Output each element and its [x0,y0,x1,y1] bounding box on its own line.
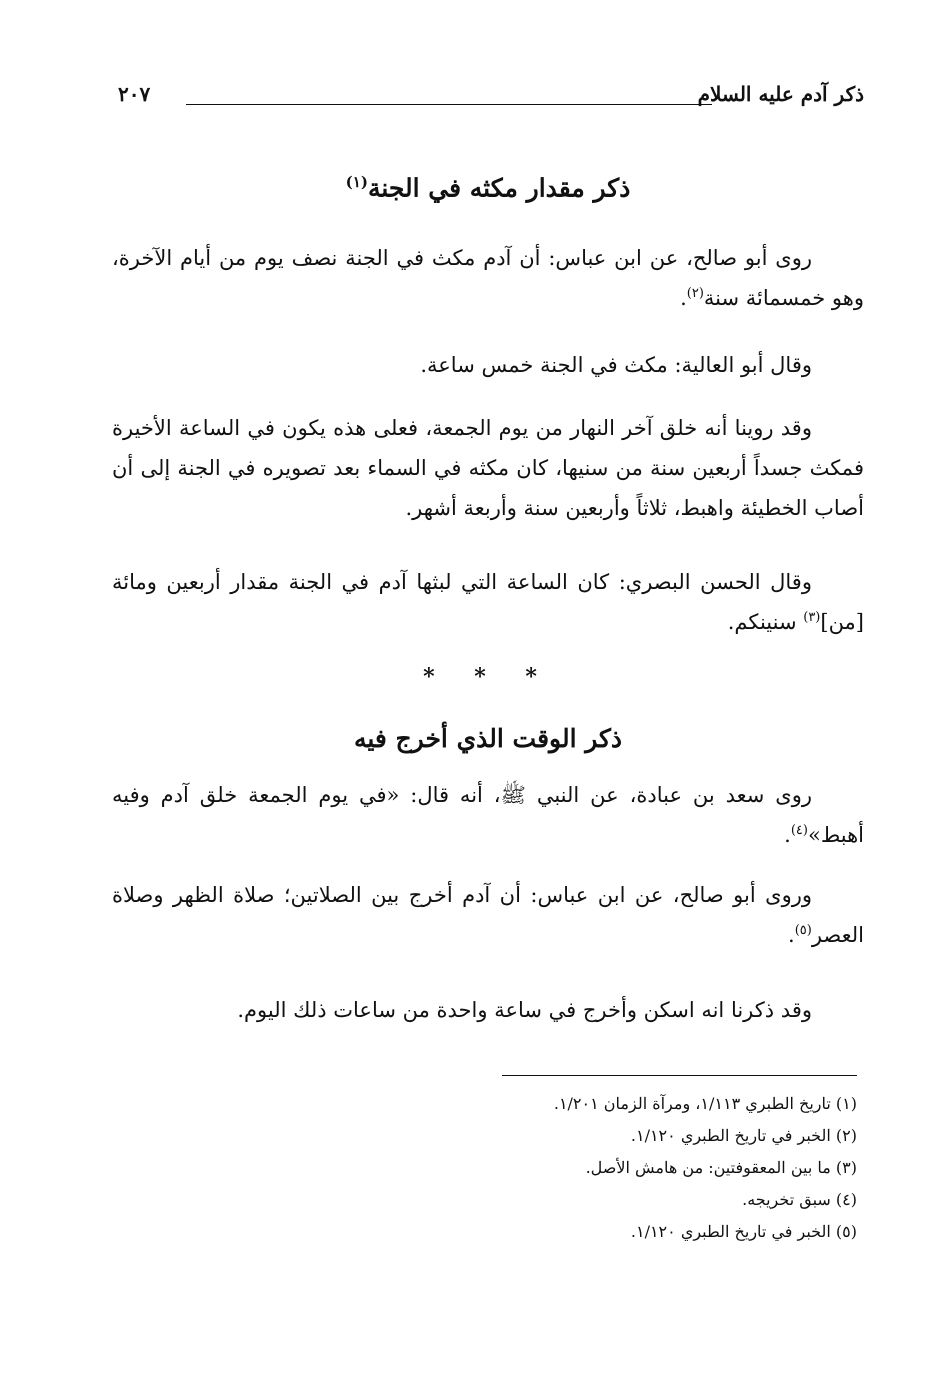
header-rule [186,104,712,105]
paragraph: روى سعد بن عبادة، عن النبي ﷺ، أنه قال: «في يوم الجمعة خلق آدم وفيه أهبط»$^{(٤)}$. [112,783,864,847]
section-heading-expulsion: ذكر الوقت الذي أخرج فيه [353,724,623,753]
paragraph: وقد ذكرنا انه اسكن وأخرج في ساعة واحدة من ساعات ذلك اليوم. [237,998,812,1022]
footnote: (١) تاريخ الطبري ١/١١٣، ومرآة الزمان ١/٢٠١. [553,1094,857,1113]
footnote: (٣) ما بين المعقوفتين: من هامش الأصل. [585,1158,857,1177]
footnote-rule [502,1075,857,1076]
running-header [118,82,864,122]
footnote-ref: (٣) [803,610,821,625]
footnote-ref: (٢) [686,286,704,301]
paragraph: وقال أبو العالية: مكث في الجنة خمس ساعة. [420,353,812,377]
section-heading-stay: ذكر مقدار مكثه في الجنة$^{(١)}$ [345,173,631,203]
footnotes [437,1088,857,1248]
footnote-ref: (١) [345,173,368,191]
footnote-ref: (٤) [790,823,808,838]
paragraph: وروى أبو صالح، عن ابن عباس: أن آدم أخرج بين الصلاتين؛ صلاة الظهر وصلاة العصر$^{(٥)}$. [112,883,864,947]
paragraph: روى أبو صالح، عن ابن عباس: أن آدم مكث في الجنة نصف يوم من أيام الآخرة، وهو خمسمائة سنة$^{(٢)}$. [112,246,864,310]
running-title: ذكر آدم عليه السلام [697,82,864,106]
footnote: (٤) سبق تخريجه. [742,1190,857,1209]
paragraph: وقد روينا أنه خلق آخر النهار من يوم الجمعة، فعلى هذه يكون في الساعة الأخيرة فمكث جسداً أربعين سنة من سنيها، كان مكثه في السماء بعد تصويره في الجنة إلى أن أصاب الخطيئة واهبط، ثلاثاً وأربعين سنة وأربعة أشهر. [112,416,864,520]
footnote: (٥) الخبر في تاريخ الطبري ١/١٢٠. [630,1222,857,1241]
page-number: ٢٠٧ [118,82,151,106]
paragraph: وقال الحسن البصري: كان الساعة التي لبثها آدم في الجنة مقدار أربعين ومائة [من]$^{(٣)}$ سنينكم. [112,570,864,634]
footnote: (٢) الخبر في تاريخ الطبري ١/١٢٠. [630,1126,857,1145]
section-separator: * * * [423,664,553,690]
footnote-ref: (٥) [794,923,812,938]
